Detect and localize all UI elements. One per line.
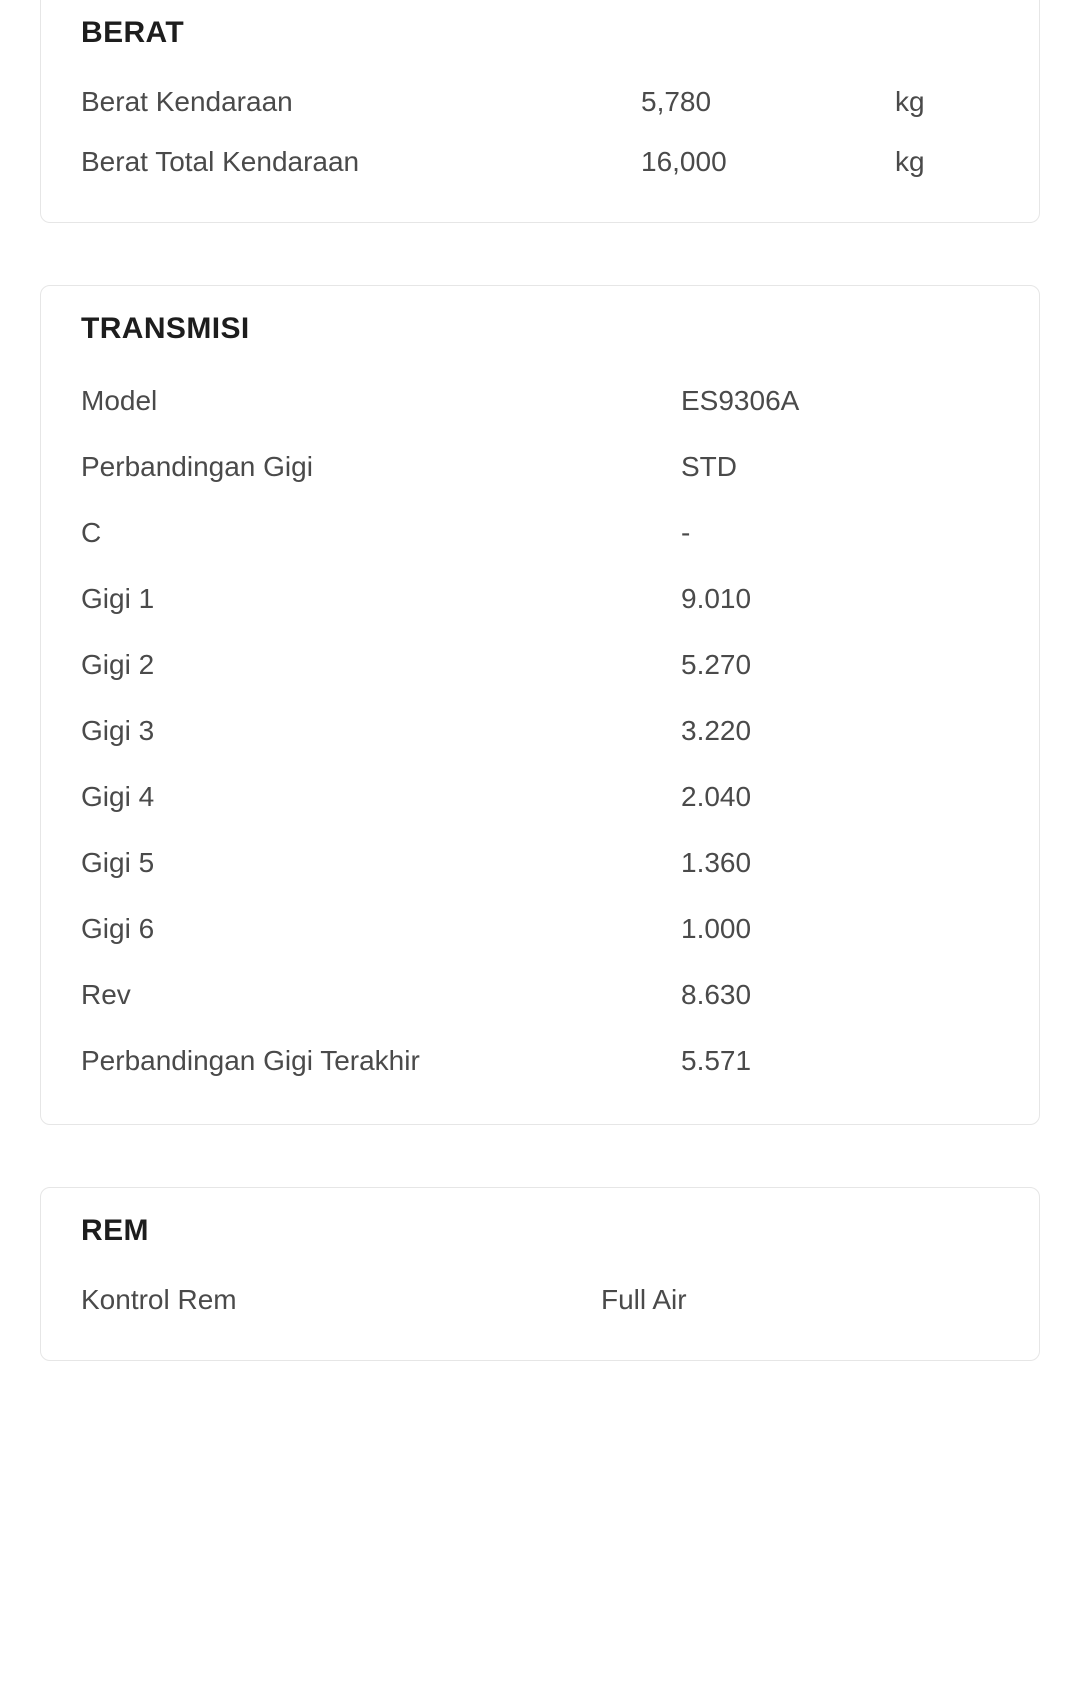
table-row (81, 500, 999, 566)
table-row (81, 896, 999, 962)
row-value: 3.220 (681, 715, 752, 746)
row-value: 8.630 (681, 979, 752, 1010)
row-value: 9.010 (681, 583, 752, 614)
table-row (81, 698, 999, 764)
row-label: Gigi 4 (81, 781, 155, 812)
table-row (81, 1028, 999, 1094)
row-label: Perbandingan Gigi (81, 451, 313, 482)
row-label: Rev (81, 979, 131, 1010)
rows-rem (81, 1270, 999, 1330)
row-value: Full Air (601, 1284, 687, 1315)
table-row (81, 368, 999, 434)
row-value: STD (681, 451, 737, 482)
bottom-spacer (40, 1361, 1040, 1421)
row-value: 16,000 (641, 146, 727, 177)
rows-berat (81, 72, 999, 192)
row-label: Model (81, 385, 158, 416)
section-transmisi (40, 285, 1040, 1125)
table-row (81, 830, 999, 896)
table-row (81, 72, 999, 132)
table-row (81, 434, 999, 500)
table-row (81, 1270, 999, 1330)
table-row (81, 566, 999, 632)
section-berat (40, 0, 1040, 223)
section-title-berat: BERAT (81, 16, 185, 49)
row-value: 1.000 (681, 913, 752, 944)
row-label: Berat Total Kendaraan (81, 146, 360, 177)
row-value: 2.040 (681, 781, 752, 812)
row-value: ES9306A (681, 385, 800, 416)
row-value: 5.571 (681, 1045, 752, 1076)
row-unit: kg (895, 86, 925, 117)
rows-transmisi (81, 368, 999, 1094)
row-label: Gigi 5 (81, 847, 155, 878)
row-unit: kg (895, 146, 925, 177)
row-label: Gigi 1 (81, 583, 155, 614)
row-value: 5.270 (681, 649, 752, 680)
row-label: Perbandingan Gigi Terakhir (81, 1045, 420, 1076)
row-label: Gigi 3 (81, 715, 155, 746)
row-label: Berat Kendaraan (81, 86, 293, 117)
table-row (81, 132, 999, 192)
row-value: 1.360 (681, 847, 752, 878)
row-label: Gigi 2 (81, 649, 155, 680)
row-label: Gigi 6 (81, 913, 155, 944)
row-label: C (81, 517, 102, 548)
section-title-rem: REM (81, 1214, 149, 1247)
row-value: - (681, 517, 691, 548)
section-rem (40, 1187, 1040, 1361)
row-value: 5,780 (641, 86, 712, 117)
table-row (81, 632, 999, 698)
row-label: Kontrol Rem (81, 1284, 237, 1315)
table-row (81, 962, 999, 1028)
table-row (81, 764, 999, 830)
section-title-transmisi: TRANSMISI (81, 312, 250, 345)
